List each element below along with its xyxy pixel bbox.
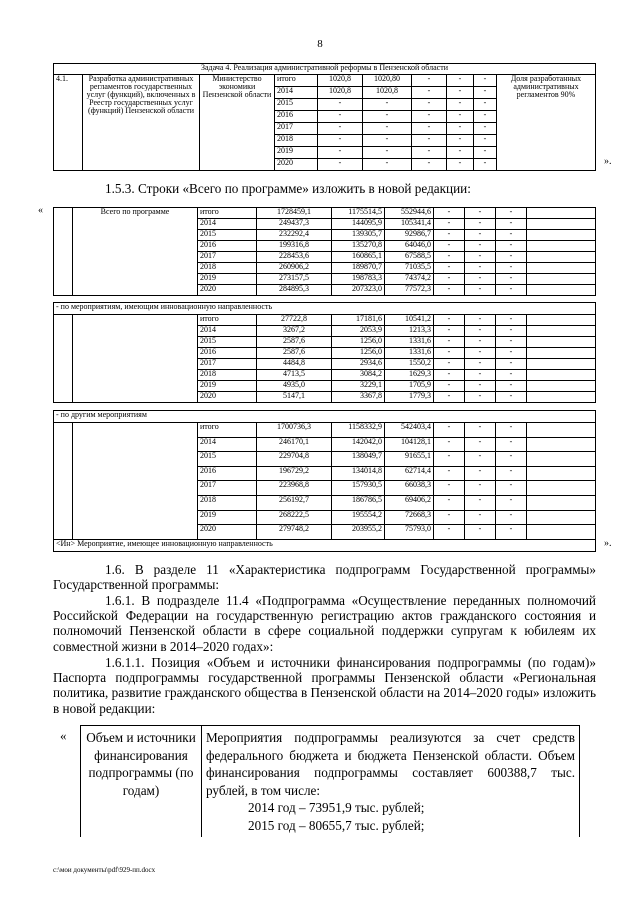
totals-total: 249437,3: [257, 219, 332, 230]
task4-b: -: [363, 99, 412, 111]
totals-d: -: [434, 252, 465, 263]
other-e: -: [465, 437, 496, 452]
totals-d: -: [434, 274, 465, 285]
other-total: 246170,1: [257, 437, 332, 452]
task4-title: Задача 4. Реализация административной реформы в Пензенской области: [54, 64, 596, 75]
innov-total: 2587,6: [257, 337, 332, 348]
task4-total: -: [318, 111, 363, 123]
innov-f: -: [496, 381, 527, 392]
innov-e: -: [465, 370, 496, 381]
innov-total: 4713,5: [257, 370, 332, 381]
totals-year: 2019: [198, 274, 257, 285]
task4-b: -: [363, 159, 412, 171]
passport-table: [80, 725, 580, 837]
innov-c: 1779,3: [385, 392, 434, 403]
task4-e: -: [474, 135, 497, 147]
totals-d: -: [434, 285, 465, 296]
totals-d: -: [434, 208, 465, 219]
other-d: -: [434, 466, 465, 481]
task4-d: -: [447, 99, 474, 111]
task4-total: 1020,8: [318, 87, 363, 99]
other-e: -: [465, 481, 496, 496]
innov-year: 2014: [198, 326, 257, 337]
other-year: итого: [198, 423, 257, 438]
innov-c: 1705,9: [385, 381, 434, 392]
innov-year: 2015: [198, 337, 257, 348]
other-total: 256192,7: [257, 495, 332, 510]
innov-d: -: [434, 348, 465, 359]
task4-d: -: [447, 135, 474, 147]
innov-b: 1256,0: [332, 348, 385, 359]
innov-c: 1331,6: [385, 337, 434, 348]
task4-b: 1020,80: [363, 75, 412, 87]
task4-b: -: [363, 111, 412, 123]
totals-b: 135270,8: [332, 241, 385, 252]
task4-c: -: [412, 147, 447, 159]
other-d: -: [434, 510, 465, 525]
other-year: 2019: [198, 510, 257, 525]
totals-f: -: [496, 263, 527, 274]
innov-year: 2019: [198, 381, 257, 392]
passport-year-2014: 2014 год – 73951,9 тыс. рублей;: [248, 800, 425, 815]
other-total: 229704,8: [257, 452, 332, 467]
task4-b: 1020,8: [363, 87, 412, 99]
totals-f: -: [496, 252, 527, 263]
task4-name: Разработка административных регламентов государственных услуг (функций), включенных в Реестр государственных услуг (функций) Пензенской области: [83, 75, 200, 171]
other-year: 2018: [198, 495, 257, 510]
innov-e: -: [465, 348, 496, 359]
other-f: -: [496, 423, 527, 438]
totals-e: -: [465, 274, 496, 285]
task4-e: -: [474, 75, 497, 87]
innov-b: 17181,6: [332, 315, 385, 326]
task4-c: -: [412, 135, 447, 147]
other-total: 196729,2: [257, 466, 332, 481]
other-f: -: [496, 495, 527, 510]
totals-e: -: [465, 219, 496, 230]
other-b: 142042,0: [332, 437, 385, 452]
totals-e: -: [465, 252, 496, 263]
innov-b: 3229,1: [332, 381, 385, 392]
innov-b: 1256,0: [332, 337, 385, 348]
totals-b: 198783,3: [332, 274, 385, 285]
task4-indicator: Доля разработанных административных регламентов 90%: [497, 75, 596, 171]
totals-total: 199316,8: [257, 241, 332, 252]
innov-total: 4935,0: [257, 381, 332, 392]
other-e: -: [465, 510, 496, 525]
task4-year: 2019: [275, 147, 318, 159]
totals-d: -: [434, 230, 465, 241]
totals-total: 232292,4: [257, 230, 332, 241]
other-f: -: [496, 510, 527, 525]
totals-c: 92986,7: [385, 230, 434, 241]
innov-e: -: [465, 381, 496, 392]
page-number: 8: [317, 38, 323, 50]
other-d: -: [434, 452, 465, 467]
paragraph-1-6-1-1: 1.6.1.1. Позиция «Объем и источники финансирования подпрограммы (по годам)» Паспорта подпрограммы государственной программы Пензенской области «Региональная политика, развитие гражданского общества в Пензенской области на 2014–2020 годы» изложить в новой редакции:: [53, 655, 596, 716]
totals-c: 77572,3: [385, 285, 434, 296]
other-year: 2016: [198, 466, 257, 481]
task4-c: -: [412, 87, 447, 99]
other-e: -: [465, 495, 496, 510]
other-e: -: [465, 466, 496, 481]
totals-total: 228453,6: [257, 252, 332, 263]
innov-c: 10541,2: [385, 315, 434, 326]
task4-year: 2014: [275, 87, 318, 99]
passport-right-main: Мероприятия подпрограммы реализуются за счет средств федерального бюджета и бюджета Пензенской области. Объем финансирования подпрограммы составляет 600388,7 тыс. рублей, в том числе:: [206, 730, 575, 798]
innov-d: -: [434, 315, 465, 326]
other-table: [53, 410, 596, 552]
totals-e: -: [465, 241, 496, 252]
other-c: 75793,0: [385, 525, 434, 540]
task4-d: -: [447, 111, 474, 123]
other-d: -: [434, 495, 465, 510]
totals-d: -: [434, 219, 465, 230]
task4-c: -: [412, 159, 447, 171]
task4-c: -: [412, 99, 447, 111]
innov-label: - по мероприятиям, имеющим инновационную направленность: [54, 303, 596, 315]
task4-total: -: [318, 135, 363, 147]
other-d: -: [434, 437, 465, 452]
other-b: 203955,2: [332, 525, 385, 540]
other-d: -: [434, 481, 465, 496]
innov-table: [53, 302, 596, 403]
innov-f: -: [496, 337, 527, 348]
innov-b: 2934,6: [332, 359, 385, 370]
totals-year: 2020: [198, 285, 257, 296]
innov-total: 2587,6: [257, 348, 332, 359]
task4-d: -: [447, 159, 474, 171]
task4-year: 2015: [275, 99, 318, 111]
innov-c: 1629,3: [385, 370, 434, 381]
other-f: -: [496, 466, 527, 481]
other-b: 157930,5: [332, 481, 385, 496]
other-b: 1158332,9: [332, 423, 385, 438]
open-quote: «: [60, 728, 67, 743]
totals-b: 1175514,5: [332, 208, 385, 219]
task4-year: 2018: [275, 135, 318, 147]
other-year: 2020: [198, 525, 257, 540]
innov-e: -: [465, 392, 496, 403]
paragraph-1-6-1: 1.6.1. В подразделе 11.4 «Подпрограмма «Осуществление переданных полномочий Российской Федерации на государственную регистрацию актов гражданского состояния и полномочий Пензенской области в сфере социальной поддержки супругам к юбилеям их совместной жизни в 2014–2020 годах»:: [53, 593, 596, 654]
task4-b: -: [363, 135, 412, 147]
task4-total: 1020,8: [318, 75, 363, 87]
other-year: 2015: [198, 452, 257, 467]
passport-year-2015: 2015 год – 80655,7 тыс. рублей;: [248, 817, 425, 833]
totals-e: -: [465, 263, 496, 274]
other-f: -: [496, 452, 527, 467]
totals-d: -: [434, 241, 465, 252]
other-c: 62714,4: [385, 466, 434, 481]
other-c: 542403,4: [385, 423, 434, 438]
innov-total: 4484,8: [257, 359, 332, 370]
task4-year: 2020: [275, 159, 318, 171]
totals-total: 284895,3: [257, 285, 332, 296]
other-b: 138049,7: [332, 452, 385, 467]
totals-table: [53, 207, 596, 296]
totals-f: -: [496, 219, 527, 230]
totals-e: -: [465, 208, 496, 219]
task4-table: [53, 63, 596, 171]
task4-d: -: [447, 147, 474, 159]
innov-total: 3267,2: [257, 326, 332, 337]
innov-e: -: [465, 326, 496, 337]
task4-c: -: [412, 123, 447, 135]
other-total: 279748,2: [257, 525, 332, 540]
innov-total: 27722,8: [257, 315, 332, 326]
totals-c: 105341,4: [385, 219, 434, 230]
other-total: 268222,5: [257, 510, 332, 525]
innov-d: -: [434, 392, 465, 403]
innov-e: -: [465, 315, 496, 326]
other-year: 2017: [198, 481, 257, 496]
task4-executor: Министерство экономики Пензенской области: [200, 75, 275, 171]
other-total: 223968,8: [257, 481, 332, 496]
innov-d: -: [434, 326, 465, 337]
innov-year: 2018: [198, 370, 257, 381]
other-b: 134014,8: [332, 466, 385, 481]
innov-f: -: [496, 359, 527, 370]
innov-year: 2016: [198, 348, 257, 359]
innov-year: итого: [198, 315, 257, 326]
task4-year: итого: [275, 75, 318, 87]
innov-d: -: [434, 337, 465, 348]
paragraph-1-6: 1.6. В разделе 11 «Характеристика подпрограмм Государственной программы» Государственной программы:: [53, 562, 596, 593]
other-c: 66038,3: [385, 481, 434, 496]
other-c: 104128,1: [385, 437, 434, 452]
task4-year: 2017: [275, 123, 318, 135]
totals-c: 67588,5: [385, 252, 434, 263]
task4-total: -: [318, 99, 363, 111]
innov-b: 3367,8: [332, 392, 385, 403]
innov-f: -: [496, 326, 527, 337]
totals-year: 2017: [198, 252, 257, 263]
other-total: 1700736,3: [257, 423, 332, 438]
totals-b: 189870,7: [332, 263, 385, 274]
task4-d: -: [447, 87, 474, 99]
other-f: -: [496, 525, 527, 540]
task4-num: 4.1.: [54, 75, 83, 171]
innov-f: -: [496, 392, 527, 403]
totals-e: -: [465, 285, 496, 296]
task4-year: 2016: [275, 111, 318, 123]
innov-f: -: [496, 315, 527, 326]
passport-left: Объем и источники финансирования подпрограммы (по годам): [81, 726, 202, 838]
task4-c: -: [412, 75, 447, 87]
task4-e: -: [474, 111, 497, 123]
task4-b: -: [363, 147, 412, 159]
task4-e: -: [474, 87, 497, 99]
innov-c: 1550,2: [385, 359, 434, 370]
footer-path: c:\мои документы\pdf\929-пп.docx: [53, 866, 156, 874]
innov-e: -: [465, 337, 496, 348]
totals-b: 207323,0: [332, 285, 385, 296]
other-label: - по другим мероприятиям: [54, 411, 596, 423]
totals-f: -: [496, 241, 527, 252]
innov-f: -: [496, 370, 527, 381]
totals-c: 74374,2: [385, 274, 434, 285]
innov-c: 1331,6: [385, 348, 434, 359]
other-c: 91655,1: [385, 452, 434, 467]
other-year: 2014: [198, 437, 257, 452]
innov-year: 2017: [198, 359, 257, 370]
other-b: 186786,5: [332, 495, 385, 510]
open-quote: «: [38, 205, 43, 216]
totals-f: -: [496, 274, 527, 285]
totals-f: -: [496, 208, 527, 219]
innov-e: -: [465, 359, 496, 370]
task4-e: -: [474, 147, 497, 159]
innov-total: 5147,1: [257, 392, 332, 403]
innov-b: 2053,9: [332, 326, 385, 337]
totals-f: -: [496, 230, 527, 241]
innov-d: -: [434, 370, 465, 381]
close-quote: ».: [604, 156, 612, 167]
task4-total: -: [318, 159, 363, 171]
other-c: 69406,2: [385, 495, 434, 510]
totals-b: 144095,9: [332, 219, 385, 230]
innov-c: 1213,3: [385, 326, 434, 337]
totals-total: 273157,5: [257, 274, 332, 285]
innov-d: -: [434, 381, 465, 392]
other-e: -: [465, 423, 496, 438]
task4-e: -: [474, 99, 497, 111]
task4-e: -: [474, 159, 497, 171]
other-f: -: [496, 481, 527, 496]
totals-e: -: [465, 230, 496, 241]
innov-footnote: <Ин> Мероприятие, имеющее инновационную направленность: [54, 539, 596, 551]
paragraph-1-5-3: 1.5.3. Строки «Всего по программе» изложить в новой редакции:: [105, 181, 471, 196]
totals-b: 139305,7: [332, 230, 385, 241]
task4-d: -: [447, 123, 474, 135]
other-d: -: [434, 423, 465, 438]
totals-c: 552944,6: [385, 208, 434, 219]
totals-label: Всего по программе: [73, 208, 198, 296]
totals-f: -: [496, 285, 527, 296]
totals-year: 2016: [198, 241, 257, 252]
other-d: -: [434, 525, 465, 540]
task4-d: -: [447, 75, 474, 87]
totals-b: 160865,1: [332, 252, 385, 263]
innov-year: 2020: [198, 392, 257, 403]
totals-total: 1728459,1: [257, 208, 332, 219]
totals-year: итого: [198, 208, 257, 219]
task4-e: -: [474, 123, 497, 135]
totals-total: 260906,2: [257, 263, 332, 274]
totals-c: 71035,5: [385, 263, 434, 274]
innov-b: 3084,2: [332, 370, 385, 381]
close-quote: ».: [604, 538, 612, 549]
other-e: -: [465, 452, 496, 467]
totals-c: 64046,0: [385, 241, 434, 252]
innov-f: -: [496, 348, 527, 359]
totals-year: 2018: [198, 263, 257, 274]
totals-year: 2015: [198, 230, 257, 241]
innov-d: -: [434, 359, 465, 370]
task4-c: -: [412, 111, 447, 123]
other-c: 72668,3: [385, 510, 434, 525]
other-b: 195554,2: [332, 510, 385, 525]
task4-total: -: [318, 147, 363, 159]
other-e: -: [465, 525, 496, 540]
task4-total: -: [318, 123, 363, 135]
totals-year: 2014: [198, 219, 257, 230]
task4-b: -: [363, 123, 412, 135]
totals-d: -: [434, 263, 465, 274]
other-f: -: [496, 437, 527, 452]
